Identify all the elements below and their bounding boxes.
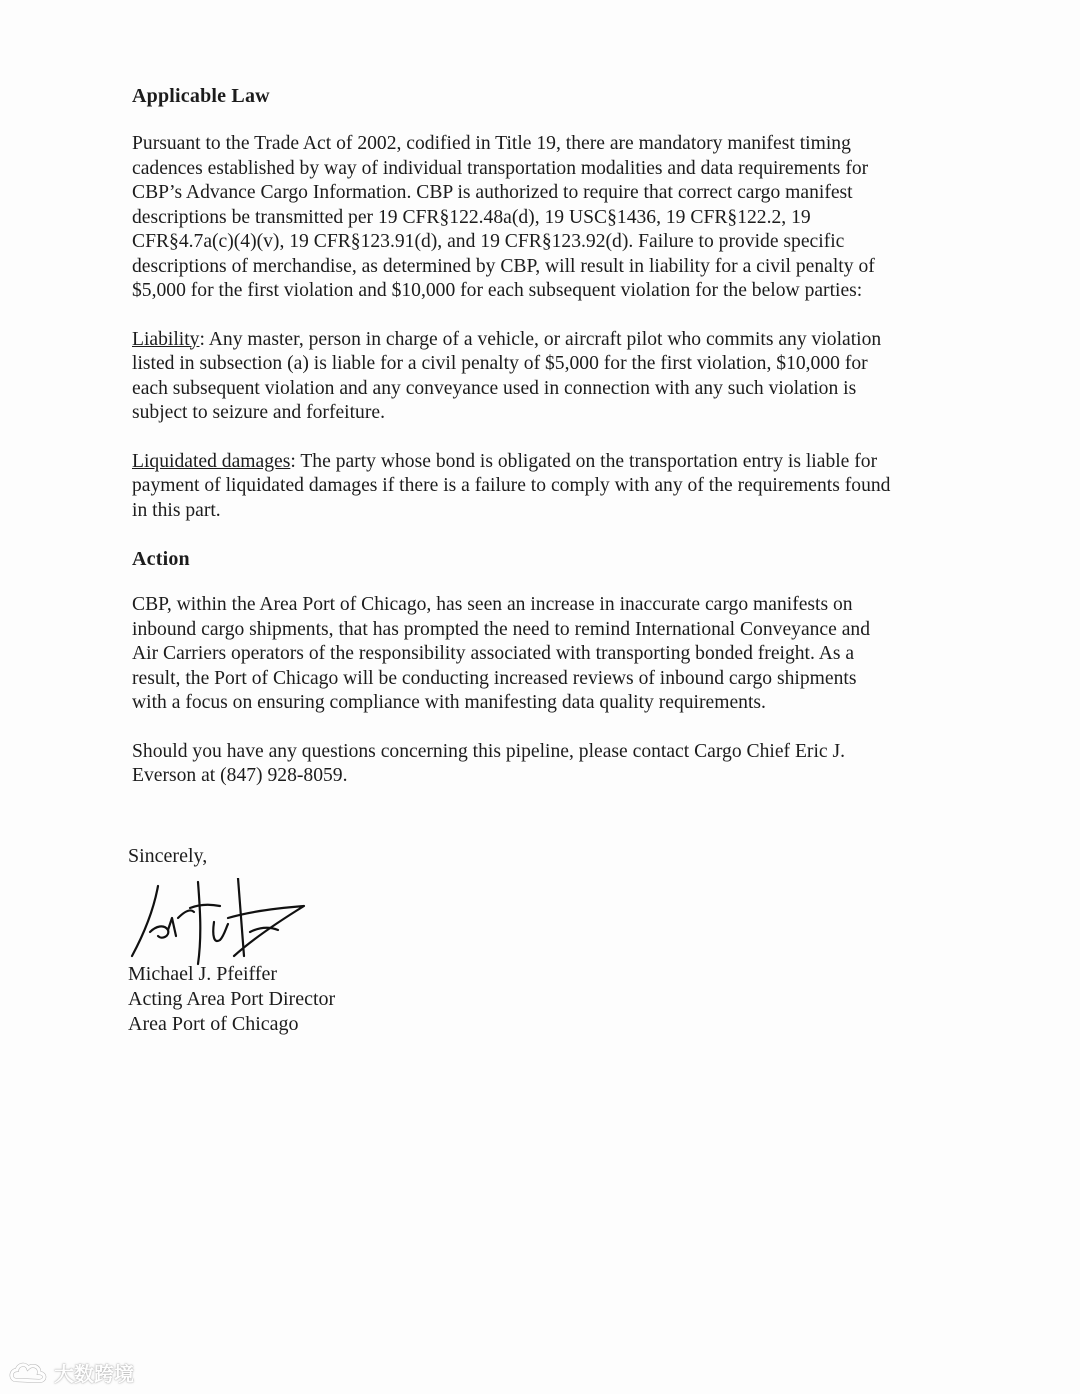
signatory-name: Michael J. Pfeiffer	[128, 963, 278, 985]
signatory-details	[128, 962, 335, 1037]
action-paragraph	[132, 593, 952, 716]
applicable-law-heading: Applicable Law	[132, 85, 270, 107]
text-line: payment of liquidated damages if there is a failure to comply with any of the requirements found	[132, 475, 891, 496]
text-line	[132, 328, 952, 353]
letter-body	[132, 82, 952, 789]
contact-paragraph	[132, 740, 952, 789]
liquidated-damages-paragraph	[132, 450, 952, 524]
text-line: result, the Port of Chicago will be conducting increased reviews of inbound cargo shipments	[132, 667, 857, 689]
text-line: $5,000 for the first violation and $10,000 for each subsequent violation for the below parties:	[132, 280, 863, 301]
text-line	[132, 450, 952, 475]
text-line: cadences established by way of individual transportation modalities and data requirements for	[132, 157, 869, 179]
liability-term: Liability	[132, 328, 200, 350]
salutation: Sincerely,	[128, 845, 208, 867]
text-line: CBP, within the Area Port of Chicago, has seen an increase in inaccurate cargo manifests on	[132, 594, 853, 615]
text-line: inbound cargo shipments, that has prompted the need to remind International Conveyance and	[132, 618, 871, 640]
text-line: Air Carriers operators of the responsibility associated with transporting bonded freight. As a	[132, 643, 855, 664]
applicable-law-paragraph	[132, 132, 952, 304]
text-line: in this part.	[132, 499, 221, 521]
text-line: with a focus on ensuring compliance with manifesting data quality requirements.	[132, 692, 766, 713]
text-line: each subsequent violation and any conveyance used in connection with any such violation is	[132, 377, 857, 399]
handwritten-signature-icon	[128, 878, 318, 970]
liquidated-damages-term: Liquidated damages	[132, 450, 291, 472]
text-line: subject to seizure and forfeiture.	[132, 402, 385, 423]
liability-first-line: : Any master, person in charge of a vehicle, or aircraft pilot who commits any violation	[199, 328, 882, 350]
text-line: CFR§4.7a(c)(4)(v), 19 CFR§123.91(d), and 19 CFR§123.92(d). Failure to provide specific	[132, 231, 845, 252]
liability-paragraph	[132, 328, 952, 426]
signature-block	[128, 842, 548, 1035]
watermark-text: 大数跨境	[54, 1362, 134, 1386]
liquidated-damages-first-line: : The party whose bond is obligated on the transportation entry is liable for	[290, 450, 878, 472]
text-line: listed in subsection (a) is liable for a civil penalty of $5,000 for the first violation, $10,000 for	[132, 353, 868, 374]
text-line: descriptions of merchandise, as determined by CBP, will result in liability for a civil penalty of	[132, 255, 875, 277]
signatory-office: Area Port of Chicago	[128, 1013, 299, 1035]
watermark	[8, 1358, 134, 1387]
text-line: Should you have any questions concerning this pipeline, please contact Cargo Chief Eric J.	[132, 740, 846, 762]
text-line: descriptions be transmitted per 19 CFR§122.48a(d), 19 USC§1436, 19 CFR§122.2, 19	[132, 206, 811, 228]
text-line: Everson at (847) 928-8059.	[132, 765, 348, 786]
text-line: CBP’s Advance Cargo Information. CBP is authorized to require that correct cargo manifest	[132, 182, 853, 203]
cloud-logo-icon	[8, 1360, 50, 1386]
text-line: Pursuant to the Trade Act of 2002, codified in Title 19, there are mandatory manifest timing	[132, 133, 851, 154]
signatory-title: Acting Area Port Director	[128, 988, 336, 1010]
action-heading: Action	[132, 548, 190, 570]
